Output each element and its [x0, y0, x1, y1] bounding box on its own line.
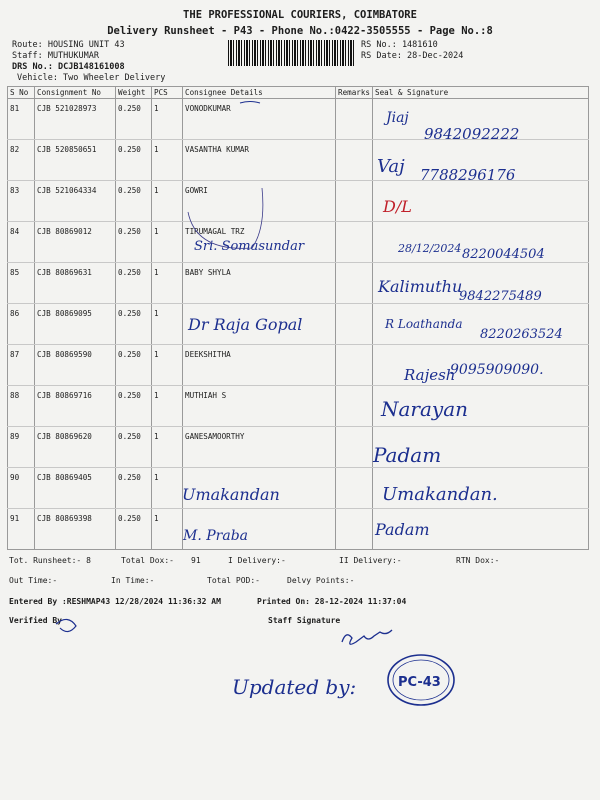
cell-seal-signature: [373, 468, 589, 509]
table-row: [8, 99, 589, 140]
printed-on: Printed On: 28-12-2024 11:37:04: [257, 597, 407, 606]
cell-consignee: [183, 509, 336, 550]
cell-pcs: 1: [152, 468, 183, 509]
phone-86: 8220263524: [480, 327, 563, 342]
cell-remarks: [336, 263, 373, 304]
cell-weight: 0.250: [116, 345, 152, 386]
table-row: [8, 386, 589, 427]
delivery-table: [7, 86, 589, 550]
name-91: M. Praba: [183, 528, 249, 544]
table-row: [8, 304, 589, 345]
cell-consignee: TIRUMAGAL TRZ: [183, 222, 336, 263]
table-row: [8, 427, 589, 468]
cell-sno: 90: [8, 468, 35, 509]
delvy-points: Delvy Points:-: [287, 576, 355, 585]
barcode: [228, 40, 356, 66]
cell-pcs: 1: [152, 181, 183, 222]
out-time: Out Time:-: [9, 576, 58, 585]
cell-remarks: [336, 181, 373, 222]
cell-weight: 0.250: [116, 427, 152, 468]
cell-seal-signature: [373, 304, 589, 345]
col-pcs: PCS: [152, 87, 183, 99]
cell-weight: 0.250: [116, 222, 152, 263]
sig-86: R Loathanda: [385, 317, 463, 331]
cell-sno: 86: [8, 304, 35, 345]
cell-remarks: [336, 304, 373, 345]
ii-delivery: II Delivery:-: [339, 556, 402, 565]
cell-remarks: [336, 468, 373, 509]
col-consignment: Consignment No: [35, 87, 116, 99]
cell-weight: 0.250: [116, 304, 152, 345]
sig-89: Padam: [373, 443, 442, 467]
staff-signature-scribble: [342, 630, 392, 644]
table-row: [8, 263, 589, 304]
table-header-row: [8, 87, 589, 99]
cell-seal-signature: [373, 386, 589, 427]
route: Route: HOUSING UNIT 43: [12, 40, 125, 50]
cell-remarks: [336, 99, 373, 140]
cell-weight: 0.250: [116, 99, 152, 140]
cell-seal-signature: [373, 140, 589, 181]
cell-consignment: CJB 521028973: [35, 99, 116, 140]
cell-consignment: CJB 80869716: [35, 386, 116, 427]
col-seal-signature: Seal & Signature: [373, 87, 589, 99]
cell-consignment: CJB 521064334: [35, 181, 116, 222]
date-84: 28/12/2024: [398, 242, 462, 255]
cell-sno: 85: [8, 263, 35, 304]
sig-83: D/L: [383, 197, 412, 216]
cell-pcs: 1: [152, 386, 183, 427]
cell-pcs: 1: [152, 427, 183, 468]
phone-81: 9842092222: [424, 125, 520, 143]
cell-pcs: 1: [152, 263, 183, 304]
cell-consignee: BABY SHYLA: [183, 263, 336, 304]
sig-82: Vaj: [377, 156, 405, 177]
cell-consignee: [183, 468, 336, 509]
cell-pcs: 1: [152, 99, 183, 140]
cell-consignment: CJB 80869590: [35, 345, 116, 386]
table-row: [8, 140, 589, 181]
cell-sno: 84: [8, 222, 35, 263]
col-weight: Weight: [116, 87, 152, 99]
cell-consignment: CJB 80869095: [35, 304, 116, 345]
sig-87: Rajesh: [404, 366, 456, 384]
table-row: [8, 468, 589, 509]
cell-consignment: CJB 80869631: [35, 263, 116, 304]
sig-91: Padam: [375, 520, 430, 539]
cell-consignee: GANESAMOORTHY: [183, 427, 336, 468]
cell-consignment: CJB 80869398: [35, 509, 116, 550]
rs-number: RS No.: 1481610: [361, 40, 438, 50]
phone-82: 7788296176: [420, 166, 516, 184]
cell-sno: 82: [8, 140, 35, 181]
cell-weight: 0.250: [116, 468, 152, 509]
cell-weight: 0.250: [116, 263, 152, 304]
tot-runsheet: Tot. Runsheet:- 8: [9, 556, 91, 565]
cell-remarks: [336, 427, 373, 468]
verified-by: Verified By: [9, 616, 62, 625]
cell-seal-signature: [373, 181, 589, 222]
cell-weight: 0.250: [116, 140, 152, 181]
table-row: [8, 509, 589, 550]
phone-84: 8220044504: [462, 247, 545, 262]
col-remarks: Remarks: [336, 87, 373, 99]
phone-87: 9095909090.: [450, 362, 544, 378]
cell-sno: 89: [8, 427, 35, 468]
staff: Staff: MUTHUKUMAR: [12, 51, 99, 61]
name-86: Dr Raja Gopal: [188, 315, 303, 334]
cell-consignment: CJB 80869405: [35, 468, 116, 509]
i-delivery: I Delivery:-: [228, 556, 286, 565]
vehicle: Vehicle: Two Wheeler Delivery: [17, 73, 166, 83]
cell-consignee: VONODKUMAR: [183, 99, 336, 140]
cell-consignee: DEEKSHITHA: [183, 345, 336, 386]
cell-pcs: 1: [152, 509, 183, 550]
company-name: THE PROFESSIONAL COURIERS, COIMBATORE: [183, 9, 417, 21]
cell-consignee: [183, 304, 336, 345]
name-90: Umakandan: [182, 485, 280, 504]
total-pod: Total POD:-: [207, 576, 260, 585]
rs-date: RS Date: 28-Dec-2024: [361, 51, 464, 61]
stamp-text: PC-43: [398, 675, 441, 690]
drs-number: DRS No.: DCJB148161008: [12, 62, 125, 72]
in-time: In Time:-: [111, 576, 155, 585]
cell-consignee: VASANTHA KUMAR: [183, 140, 336, 181]
phone-85: 9842275489: [459, 289, 542, 304]
cell-seal-signature: [373, 427, 589, 468]
table-row: [8, 222, 589, 263]
total-dox-label: Total Dox:-: [121, 556, 174, 565]
cell-consignee: MUTHIAH S: [183, 386, 336, 427]
sig-81-mark: Jiaj: [386, 110, 409, 126]
col-consignee: Consignee Details: [183, 87, 336, 99]
cell-sno: 91: [8, 509, 35, 550]
cell-seal-signature: [373, 345, 589, 386]
staff-signature-label: Staff Signature: [268, 616, 341, 625]
table-row: [8, 345, 589, 386]
cell-sno: 88: [8, 386, 35, 427]
cell-consignment: CJB 80869012: [35, 222, 116, 263]
cell-pcs: 1: [152, 304, 183, 345]
cell-sno: 87: [8, 345, 35, 386]
cell-sno: 81: [8, 99, 35, 140]
sig-90: Umakandan.: [382, 484, 498, 505]
col-sno: S No: [8, 87, 35, 99]
cell-remarks: [336, 140, 373, 181]
cell-remarks: [336, 509, 373, 550]
entered-by: Entered By :RESHMAP43 12/28/2024 11:36:32 AM: [9, 597, 221, 606]
cell-remarks: [336, 345, 373, 386]
cell-consignee: GOWRI: [183, 181, 336, 222]
sig-88: Narayan: [381, 397, 469, 421]
cell-weight: 0.250: [116, 386, 152, 427]
cell-seal-signature: [373, 509, 589, 550]
cell-consignment: CJB 520850651: [35, 140, 116, 181]
cell-remarks: [336, 222, 373, 263]
cell-pcs: 1: [152, 345, 183, 386]
cell-pcs: 1: [152, 140, 183, 181]
cell-sno: 83: [8, 181, 35, 222]
table-row: [8, 181, 589, 222]
pc43-stamp: [388, 655, 454, 705]
total-dox-value: 91: [191, 556, 201, 565]
name-84: Sri. Somasundar: [194, 239, 305, 254]
cell-seal-signature: [373, 222, 589, 263]
rtn-dox: RTN Dox:-: [456, 556, 500, 565]
cell-remarks: [336, 386, 373, 427]
cell-weight: 0.250: [116, 181, 152, 222]
updated-by: Updated by:: [232, 675, 357, 699]
cell-seal-signature: [373, 99, 589, 140]
cell-seal-signature: [373, 263, 589, 304]
cell-weight: 0.250: [116, 509, 152, 550]
runsheet-title: Delivery Runsheet - P43 - Phone No.:0422-3505555 - Page No.:8: [107, 25, 493, 37]
cell-consignment: CJB 80869620: [35, 427, 116, 468]
cell-pcs: 1: [152, 222, 183, 263]
sig-85: Kalimuthu: [378, 277, 463, 296]
